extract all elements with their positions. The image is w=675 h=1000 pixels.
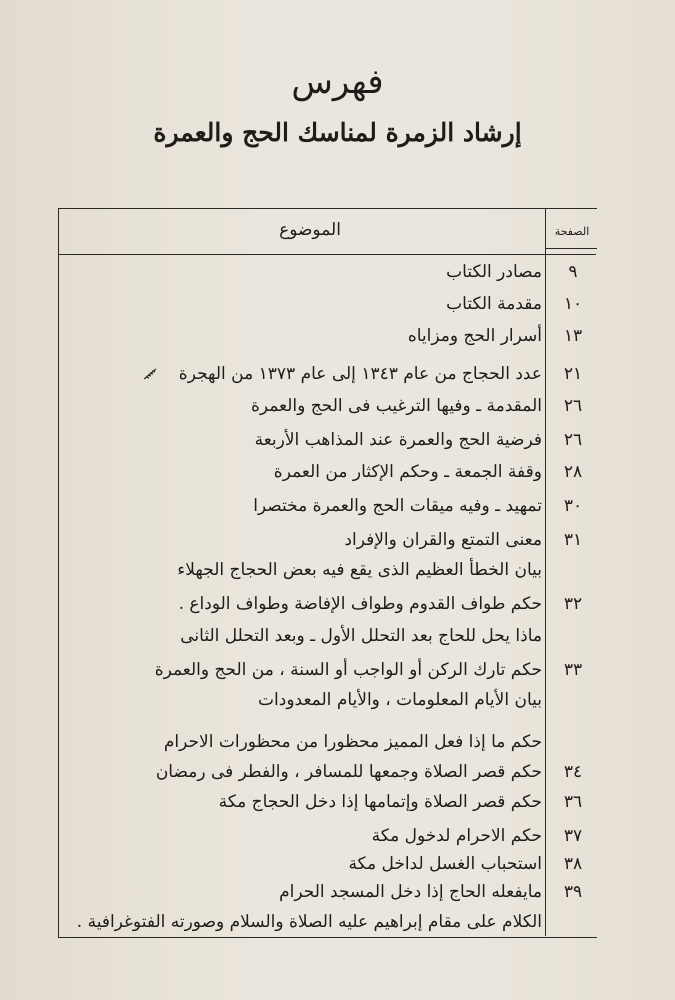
table-row <box>58 912 598 938</box>
topic-text: حكم الاحرام لدخول مكة <box>371 826 542 846</box>
table-row <box>58 826 598 852</box>
topic-text: حكم تارك الركن أو الواجب أو السنة ، من الحج والعمرة <box>154 660 542 680</box>
topic-text: مايفعله الحاج إذا دخل المسجد الحرام <box>279 882 542 902</box>
table-row <box>58 854 598 880</box>
quill-mark-icon <box>143 368 157 380</box>
page-number: ١٣ <box>563 326 583 346</box>
page-column-header: الصفحة <box>554 225 590 238</box>
topic-column-header: الموضوع <box>279 220 341 240</box>
topic-text: استحباب الغسل لداخل مكة <box>348 854 542 874</box>
header-rule <box>58 254 596 255</box>
header-rule-page <box>545 248 597 249</box>
page-number: ٣٣ <box>563 660 583 680</box>
page-number: ٢٨ <box>563 462 583 482</box>
table-row <box>58 396 598 422</box>
topic-text: الكلام على مقام إبراهيم عليه الصلاة والسلام وصورته الفتوغرافية . <box>76 912 542 932</box>
topic-text: معنى التمتع والقران والإفراد <box>344 530 542 550</box>
page-number: ٩ <box>568 262 578 282</box>
book-title: إرشاد الزمرة لمناسك الحج والعمرة <box>153 118 522 147</box>
topic-text: مقدمة الكتاب <box>446 294 542 314</box>
topic-text: عدد الحجاج من عام ١٣٤٣ إلى عام ١٣٧٣ من الهجرة <box>178 364 542 384</box>
page-number: ٣٧ <box>563 826 583 846</box>
page-number: ٣٠ <box>563 496 583 516</box>
table-row <box>58 430 598 456</box>
table-row <box>58 326 598 352</box>
table-row <box>58 364 598 390</box>
topic-text: ماذا يحل للحاج بعد التحلل الأول ـ وبعد التحلل الثانى <box>180 626 542 646</box>
topic-text: حكم طواف القدوم وطواف الإفاضة وطواف الوداع . <box>178 594 542 614</box>
topic-text: حكم ما إذا فعل المميز محظورا من محظورات الاحرام <box>163 732 542 752</box>
topic-text: حكم قصر الصلاة وإتمامها إذا دخل الحجاج مكة <box>218 792 542 812</box>
page-title: فهرس <box>291 62 384 102</box>
page-number: ٢١ <box>563 364 583 384</box>
table-row <box>58 762 598 788</box>
table-row <box>58 462 598 488</box>
page-number: ٢٦ <box>563 430 583 450</box>
topic-text: حكم قصر الصلاة وجمعها للمسافر ، والفطر فى رمضان <box>155 762 542 782</box>
topic-text: بيان الأيام المعلومات ، والأيام المعدودات <box>258 690 542 710</box>
topic-text: فرضية الحج والعمرة عند المذاهب الأربعة <box>254 430 542 450</box>
table-row <box>58 882 598 908</box>
table-row <box>58 496 598 522</box>
table-row <box>58 792 598 818</box>
page-number: ٣٨ <box>563 854 583 874</box>
table-row <box>58 690 598 716</box>
table-row <box>58 660 598 686</box>
page-number: ٣٢ <box>563 594 583 614</box>
page-number: ٣٩ <box>563 882 583 902</box>
topic-text: أسرار الحج ومزاياه <box>407 326 542 346</box>
page-number: ٢٦ <box>563 396 583 416</box>
page-number: ٣٦ <box>563 792 583 812</box>
topic-text: مصادر الكتاب <box>446 262 542 282</box>
table-row <box>58 594 598 620</box>
table-row <box>58 294 598 320</box>
table-row <box>58 530 598 556</box>
table-row <box>58 732 598 758</box>
table-row <box>58 560 598 586</box>
table-row <box>58 262 598 288</box>
topic-text: بيان الخطأ العظيم الذى يقع فيه بعض الحجاج الجهلاء <box>177 560 542 580</box>
page-number: ١٠ <box>563 294 583 314</box>
table-row <box>58 626 598 652</box>
topic-text: المقدمة ـ وفيها الترغيب فى الحج والعمرة <box>250 396 542 416</box>
page-number: ٣٤ <box>563 762 583 782</box>
page-number: ٣١ <box>563 530 583 550</box>
topic-text: تمهيد ـ وفيه ميقات الحج والعمرة مختصرا <box>253 496 542 516</box>
topic-text: وقفة الجمعة ـ وحكم الإكثار من العمرة <box>273 462 542 482</box>
